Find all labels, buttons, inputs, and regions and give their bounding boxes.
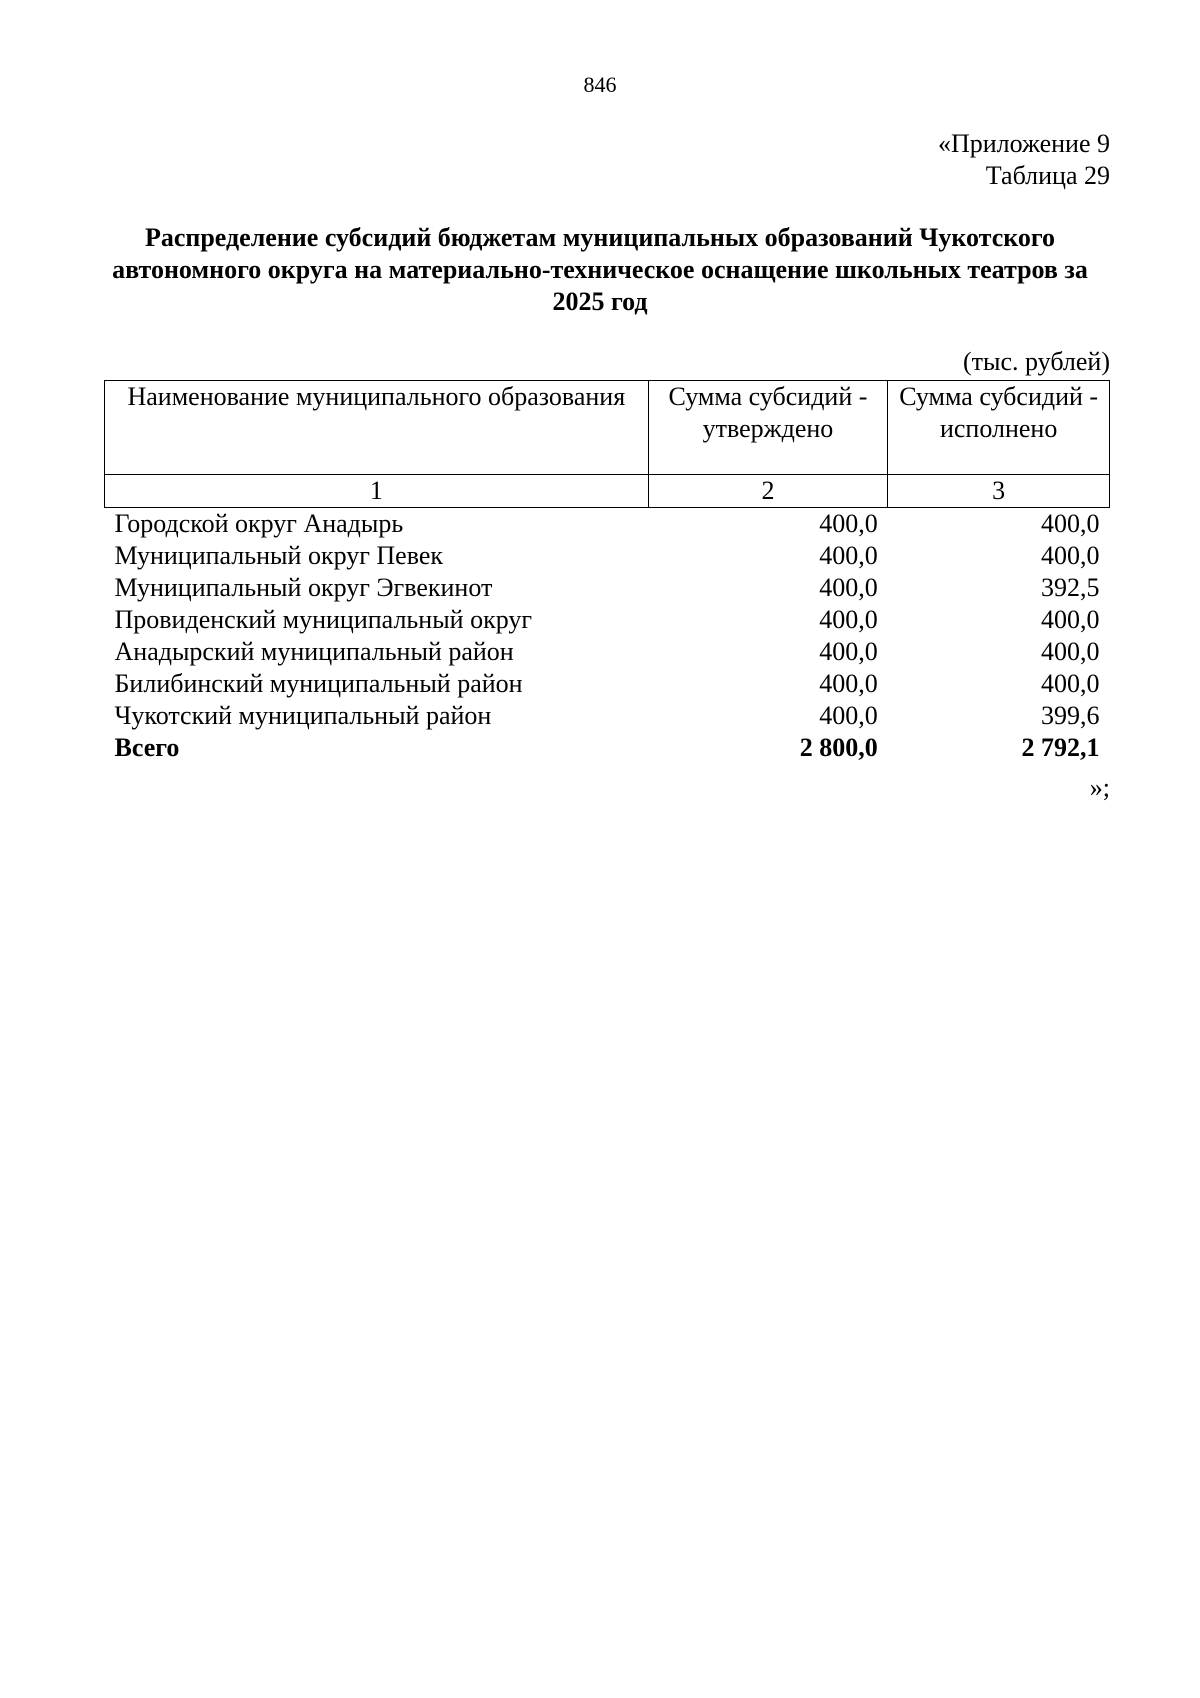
table-header-row (105, 381, 1110, 475)
row-name: Городской округ Анадырь (114, 509, 404, 538)
column-number: 2 (648, 475, 888, 508)
row-approved: 400,0 (819, 669, 878, 698)
row-approved: 400,0 (819, 637, 878, 666)
row-name: Чукотский муниципальный район (114, 701, 492, 730)
row-name: Муниципальный округ Певек (114, 541, 444, 570)
total-executed: 2 792,1 (1021, 733, 1100, 762)
table-label: Таблица 29 (985, 161, 1110, 190)
total-approved: 2 800,0 (799, 733, 878, 762)
row-executed: 392,5 (1041, 573, 1100, 602)
column-header-approved: Сумма субсидий - утверждено (648, 381, 888, 475)
column-number: 3 (888, 475, 1110, 508)
closing-quote: »; (1089, 773, 1110, 802)
column-header-executed: Сумма субсидий - исполнено (888, 381, 1110, 475)
column-number-row (105, 475, 1110, 508)
subsidy-table (104, 380, 1110, 764)
total-row (105, 732, 1110, 764)
row-name: Провиденский муниципальный округ (114, 605, 533, 634)
table-row (105, 668, 1110, 700)
row-executed: 400,0 (1041, 669, 1100, 698)
row-name: Муниципальный округ Эгвекинот (114, 573, 493, 602)
row-approved: 400,0 (819, 605, 878, 634)
table-row (105, 540, 1110, 572)
document-title: Распределение субсидий бюджетам муниципальных образований Чукотского автономного округа на материально-техническое оснащение школьных театров за 2025 год (112, 223, 1088, 316)
row-approved: 400,0 (819, 701, 878, 730)
total-label: Всего (114, 733, 180, 762)
row-approved: 400,0 (819, 573, 878, 602)
row-executed: 399,6 (1041, 701, 1100, 730)
table-row (105, 572, 1110, 604)
row-name: Билибинский муниципальный район (114, 669, 523, 698)
appendix-label: «Приложение 9 (937, 129, 1110, 158)
appendix-reference (938, 128, 1110, 192)
column-header-name: Наименование муниципального образования (105, 381, 649, 475)
table-row (105, 700, 1110, 732)
page-number: 846 (583, 72, 617, 97)
row-executed: 400,0 (1041, 605, 1100, 634)
row-approved: 400,0 (819, 509, 878, 538)
row-executed: 400,0 (1041, 509, 1100, 538)
table-row (105, 508, 1110, 541)
row-executed: 400,0 (1041, 541, 1100, 570)
row-executed: 400,0 (1041, 637, 1100, 666)
row-name: Анадырский муниципальный район (114, 637, 514, 666)
table-row (105, 604, 1110, 636)
table-row (105, 636, 1110, 668)
column-number: 1 (105, 475, 649, 508)
units-label: (тыс. рублей) (962, 347, 1110, 376)
row-approved: 400,0 (819, 541, 878, 570)
